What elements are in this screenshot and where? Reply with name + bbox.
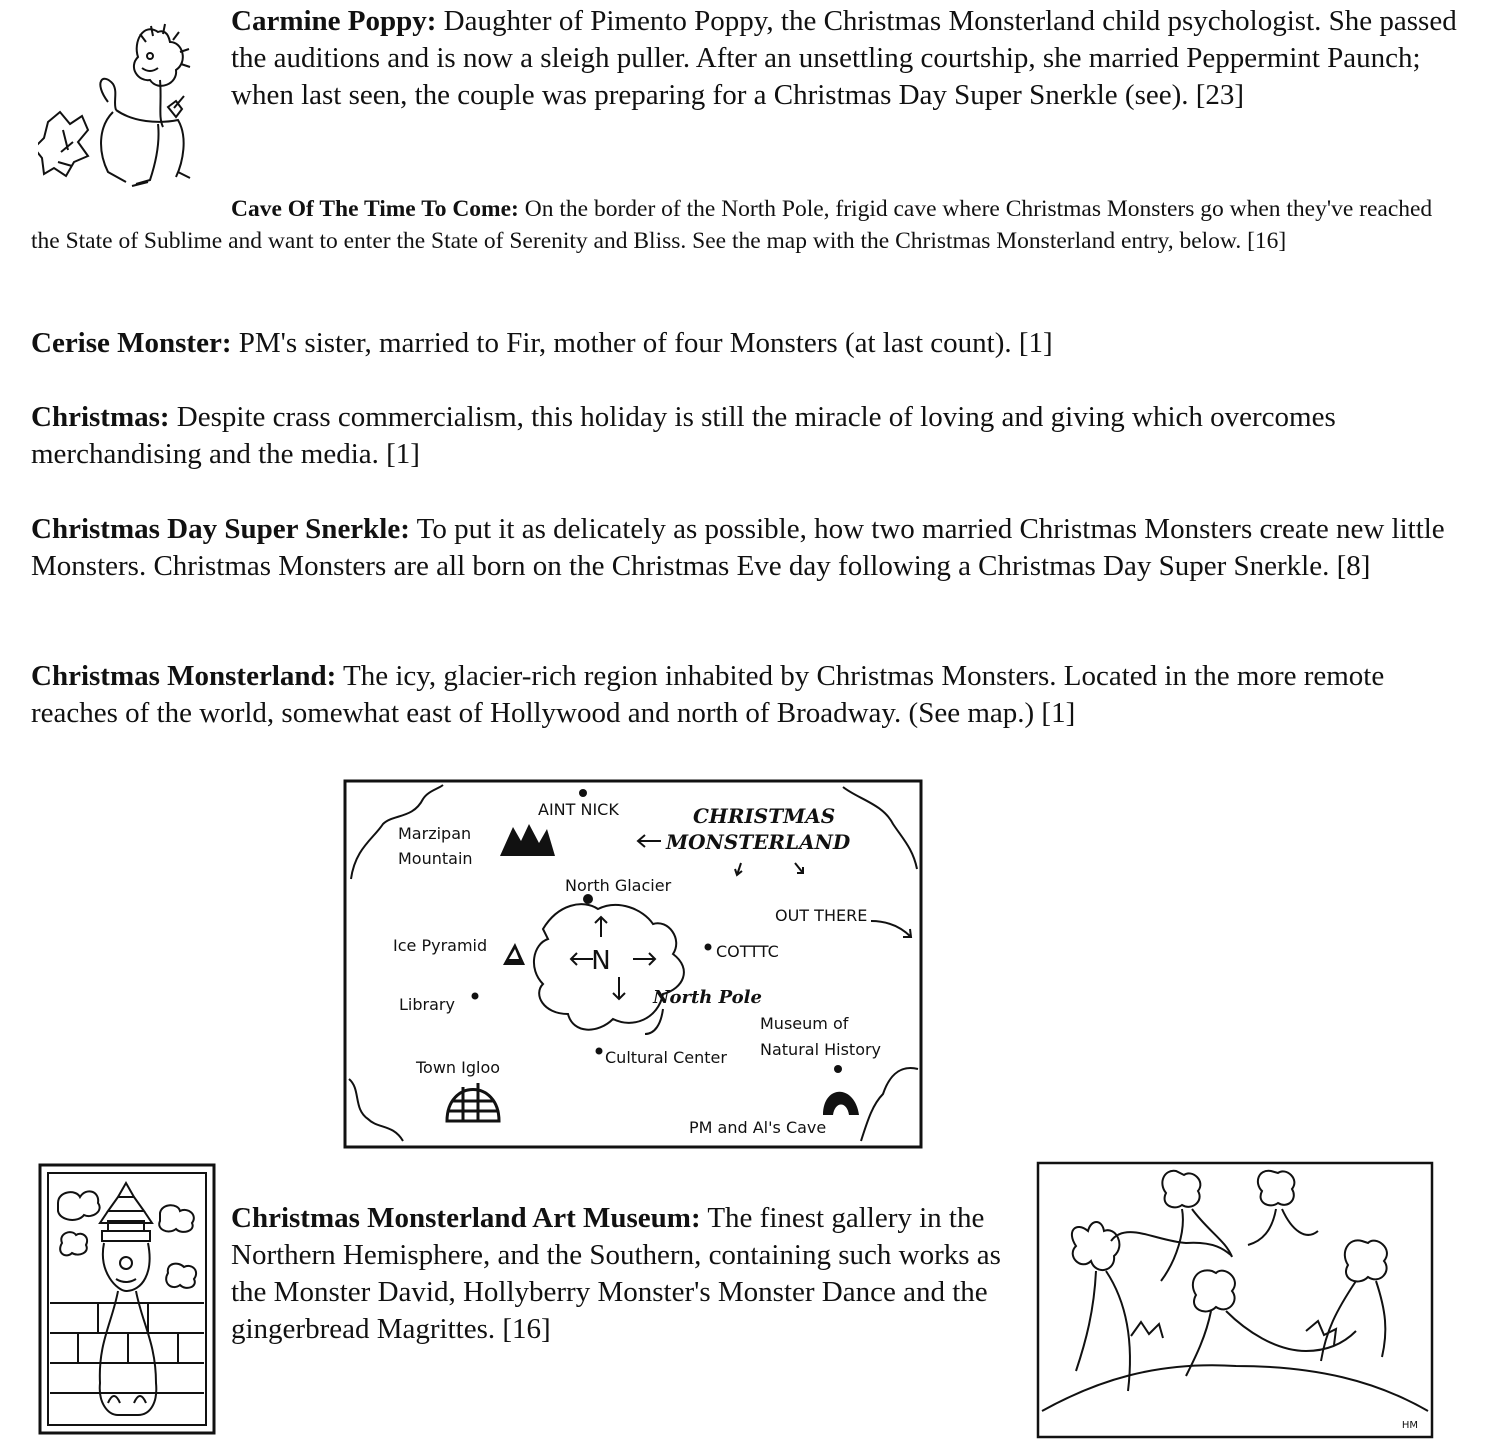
map-compass-label: N — [591, 946, 611, 976]
map-label-cultural-center: Cultural Center — [605, 1048, 727, 1067]
artist-signature: HM — [1401, 1420, 1418, 1431]
map-label-north-glacier: North Glacier — [565, 876, 672, 895]
map-label-museum-2: Natural History — [760, 1040, 882, 1059]
map-title-line2: MONSTERLAND — [666, 830, 851, 854]
entry-christmas-day-super-snerkle — [31, 511, 1451, 585]
entry-text: On the border of the North Pole, frigid cave where Christmas Monsters go when they've reached the State of Sublime and want to enter the State of Serenity and Bliss. See the map with the Christmas Monsterland entry, below. [16] — [31, 196, 1433, 254]
map-label-library: Library — [399, 995, 455, 1014]
entry-cave-of-the-time-to-come — [31, 193, 1456, 257]
monster-dance-drawing — [1036, 1161, 1434, 1439]
entry-term: Christmas Day Super Snerkle: — [31, 513, 410, 545]
map-label-north-pole: North Pole — [653, 987, 762, 1008]
entry-text: The finest gallery in the Northern Hemisphere, and the Southern, containing such works as the Monster David, Hollyberry Monster's Monster Dance and the gingerbread Magrittes. [16] — [231, 1202, 1001, 1345]
map-label-marzipan-1: Marzipan — [398, 824, 472, 843]
map-label-marzipan-2: Mountain — [398, 849, 473, 868]
entry-cerise-monster — [31, 325, 1461, 362]
map-label-cotttc: COTTTC — [716, 942, 779, 961]
entry-term: Cerise Monster: — [31, 327, 232, 359]
map-label-town-igloo: Town Igloo — [416, 1058, 501, 1077]
map-label-out-there: OUT THERE — [775, 906, 868, 925]
entry-term: Carmine Poppy: — [231, 5, 437, 37]
map-title-line1: CHRISTMAS — [693, 804, 836, 828]
entry-christmas-monsterland — [31, 658, 1461, 732]
entry-text: The icy, glacier-rich region inhabited by Christmas Monsters. Located in the more remote reaches of the world, somewhat east of Hollywood and north of Broadway. (See map.) [1] — [31, 660, 1385, 729]
monsterland-map — [343, 779, 925, 1151]
entry-term: Christmas: — [31, 401, 170, 433]
framed-monster-portrait — [38, 1163, 216, 1435]
entry-text: To put it as delicately as possible, how two married Christmas Monsters create new little Monsters. Christmas Monsters are all born on the Christmas Eve day following a Christmas Day Super Snerkle. [8] — [31, 513, 1445, 582]
entry-term: Christmas Monsterland Art Museum: — [231, 1202, 701, 1234]
entry-text: Despite crass commercialism, this holiday is still the miracle of loving and giving which overcomes merchandising and the media. [1] — [31, 401, 1336, 470]
map-label-ice-pyramid: Ice Pyramid — [393, 936, 488, 955]
map-label-pm-al-cave: PM and Al's Cave — [689, 1118, 827, 1137]
map-label-museum-1: Museum of — [760, 1014, 849, 1033]
entry-term: Christmas Monsterland: — [31, 660, 337, 692]
entry-christmas — [31, 399, 1391, 473]
entry-christmas-monsterland-art-museum — [231, 1200, 1031, 1348]
map-label-aint-nick: AINT NICK — [538, 800, 619, 819]
monster-holly-illustration — [38, 12, 218, 192]
entry-text: PM's sister, married to Fir, mother of four Monsters (at last count). [1] — [231, 327, 1053, 359]
entry-term: Cave Of The Time To Come: — [231, 196, 519, 222]
entry-carmine-poppy — [231, 3, 1461, 114]
entry-text: Daughter of Pimento Poppy, the Christmas Monsterland child psychologist. She passed the auditions and is now a sleigh puller. After an unsettling courtship, she married Peppermint Paunch; when last seen, the couple was preparing for a Christmas Day Super Snerkle (see). [23] — [231, 5, 1457, 111]
